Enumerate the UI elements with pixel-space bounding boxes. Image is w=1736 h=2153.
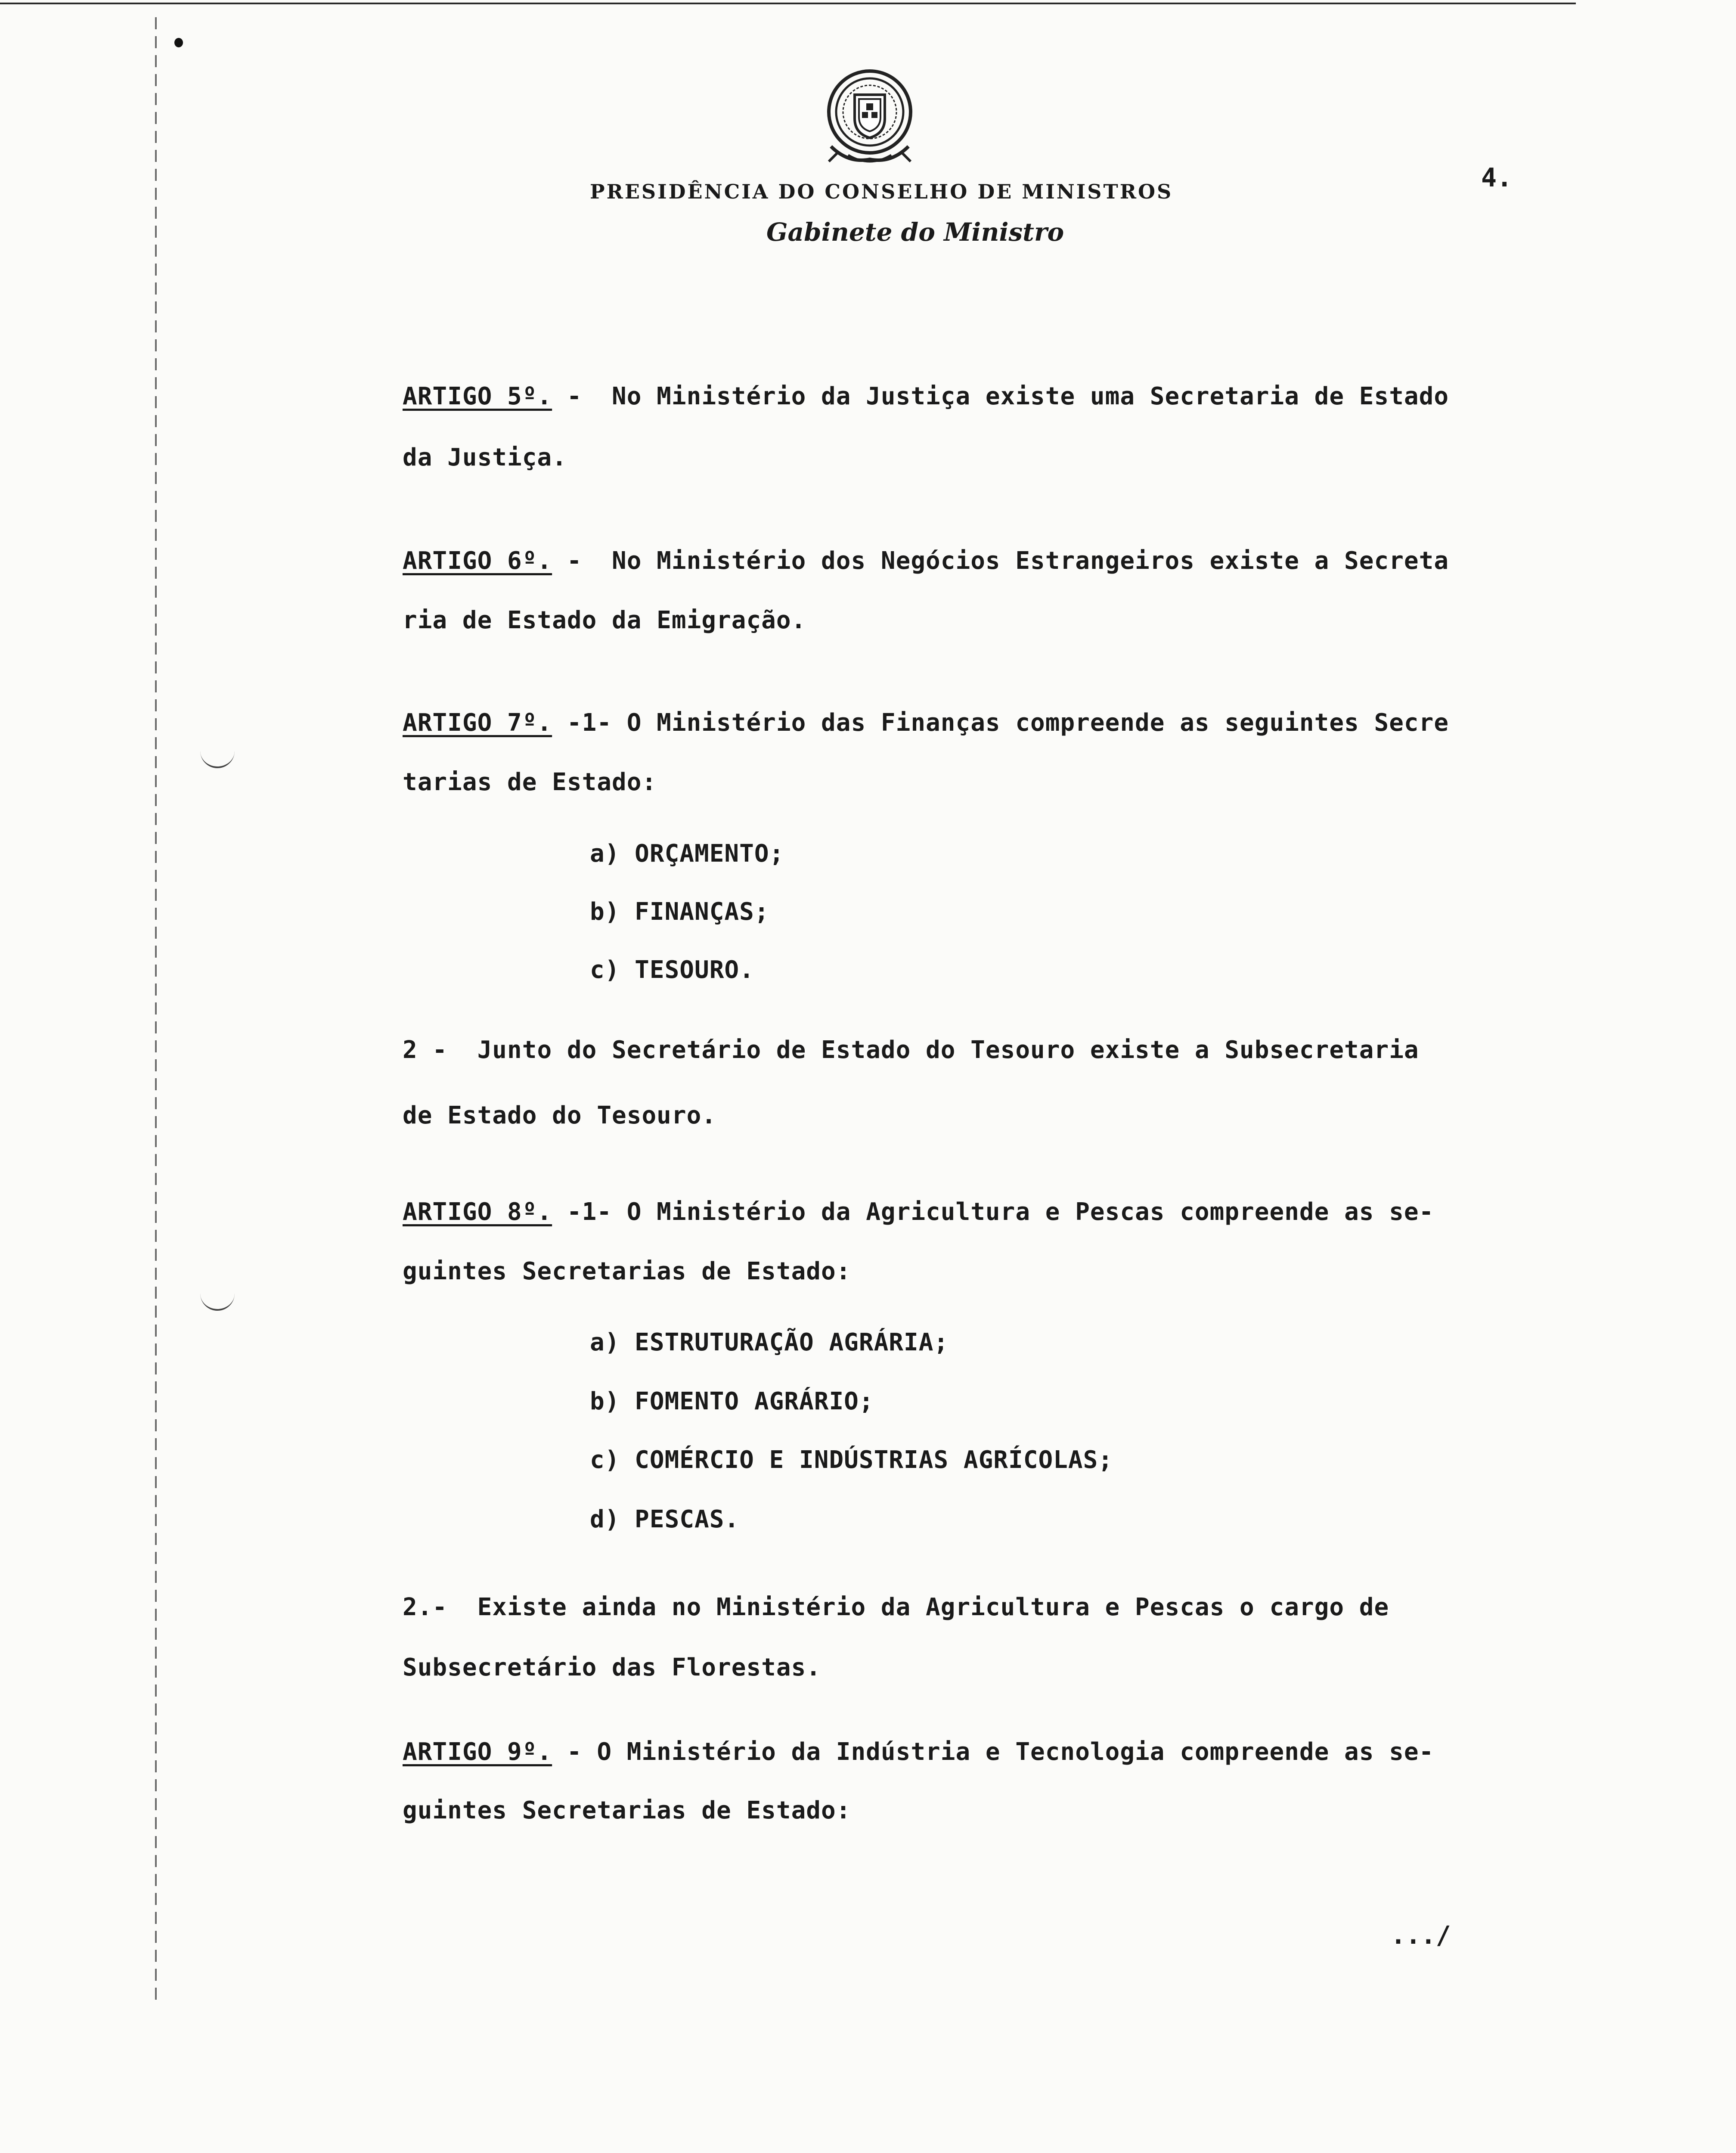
- left-binding-edge: [155, 17, 157, 2007]
- article-6-label: ARTIGO 6º.: [403, 547, 552, 575]
- article-7-item: a) ORÇAMENTO;: [590, 840, 784, 868]
- page-number: 4.: [1481, 163, 1513, 193]
- article-7-line-2: tarias de Estado:: [403, 768, 657, 796]
- continuation-mark: .../: [1391, 1920, 1451, 1950]
- article-6-line-2: ria de Estado da Emigração.: [403, 606, 806, 634]
- article-8-line-1: ARTIGO 8º. -1- O Ministério da Agricultura e Pescas compreende as se-: [403, 1198, 1434, 1226]
- article-9-line-2: guintes Secretarias de Estado:: [403, 1796, 851, 1824]
- article-9-label: ARTIGO 9º.: [403, 1738, 552, 1766]
- top-rule: [0, 3, 1576, 4]
- punch-hole-mark: [200, 1292, 235, 1311]
- article-8-paragraph-2-line-2: Subsecretário das Florestas.: [403, 1654, 822, 1681]
- punch-hole-mark: [200, 749, 235, 768]
- article-8-item: d) PESCAS.: [590, 1505, 740, 1533]
- article-5-label: ARTIGO 5º.: [403, 382, 552, 410]
- article-7-item: b) FINANÇAS;: [590, 898, 769, 926]
- article-7-line-1: ARTIGO 7º. -1- O Ministério das Finanças compreende as seguintes Secre: [403, 709, 1449, 737]
- article-7-paragraph-2-line-1: 2 - Junto do Secretário de Estado do Tesouro existe a Subsecretaria: [403, 1036, 1419, 1064]
- article-5-line-2: da Justiça.: [403, 444, 567, 472]
- article-8-item: c) COMÉRCIO E INDÚSTRIAS AGRÍCOLAS;: [590, 1446, 1113, 1474]
- header-subtitle: Gabinete do Ministro: [766, 217, 1064, 247]
- coat-of-arms-emblem: [814, 65, 926, 172]
- article-7-label: ARTIGO 7º.: [403, 709, 552, 737]
- article-6-line-1: ARTIGO 6º. - No Ministério dos Negócios Estrangeiros existe a Secreta: [403, 547, 1449, 575]
- article-8-paragraph-2-line-1: 2.- Existe ainda no Ministério da Agricultura e Pescas o cargo de: [403, 1593, 1389, 1621]
- article-7-item: c) TESOURO.: [590, 956, 754, 984]
- article-7-paragraph-2-line-2: de Estado do Tesouro.: [403, 1101, 717, 1129]
- header-title: PRESIDÊNCIA DO CONSELHO DE MINISTROS: [590, 180, 1173, 203]
- article-8-item: a) ESTRUTURAÇÃO AGRÁRIA;: [590, 1328, 949, 1356]
- article-8-line-2: guintes Secretarias de Estado:: [403, 1257, 851, 1285]
- article-5-line-1: ARTIGO 5º. - No Ministério da Justiça existe uma Secretaria de Estado: [403, 382, 1449, 410]
- article-8-label: ARTIGO 8º.: [403, 1198, 552, 1226]
- article-8-item: b) FOMENTO AGRÁRIO;: [590, 1387, 874, 1415]
- ink-dot: [174, 38, 183, 47]
- article-9-line-1: ARTIGO 9º. - O Ministério da Indústria e Tecnologia compreende as se-: [403, 1738, 1434, 1766]
